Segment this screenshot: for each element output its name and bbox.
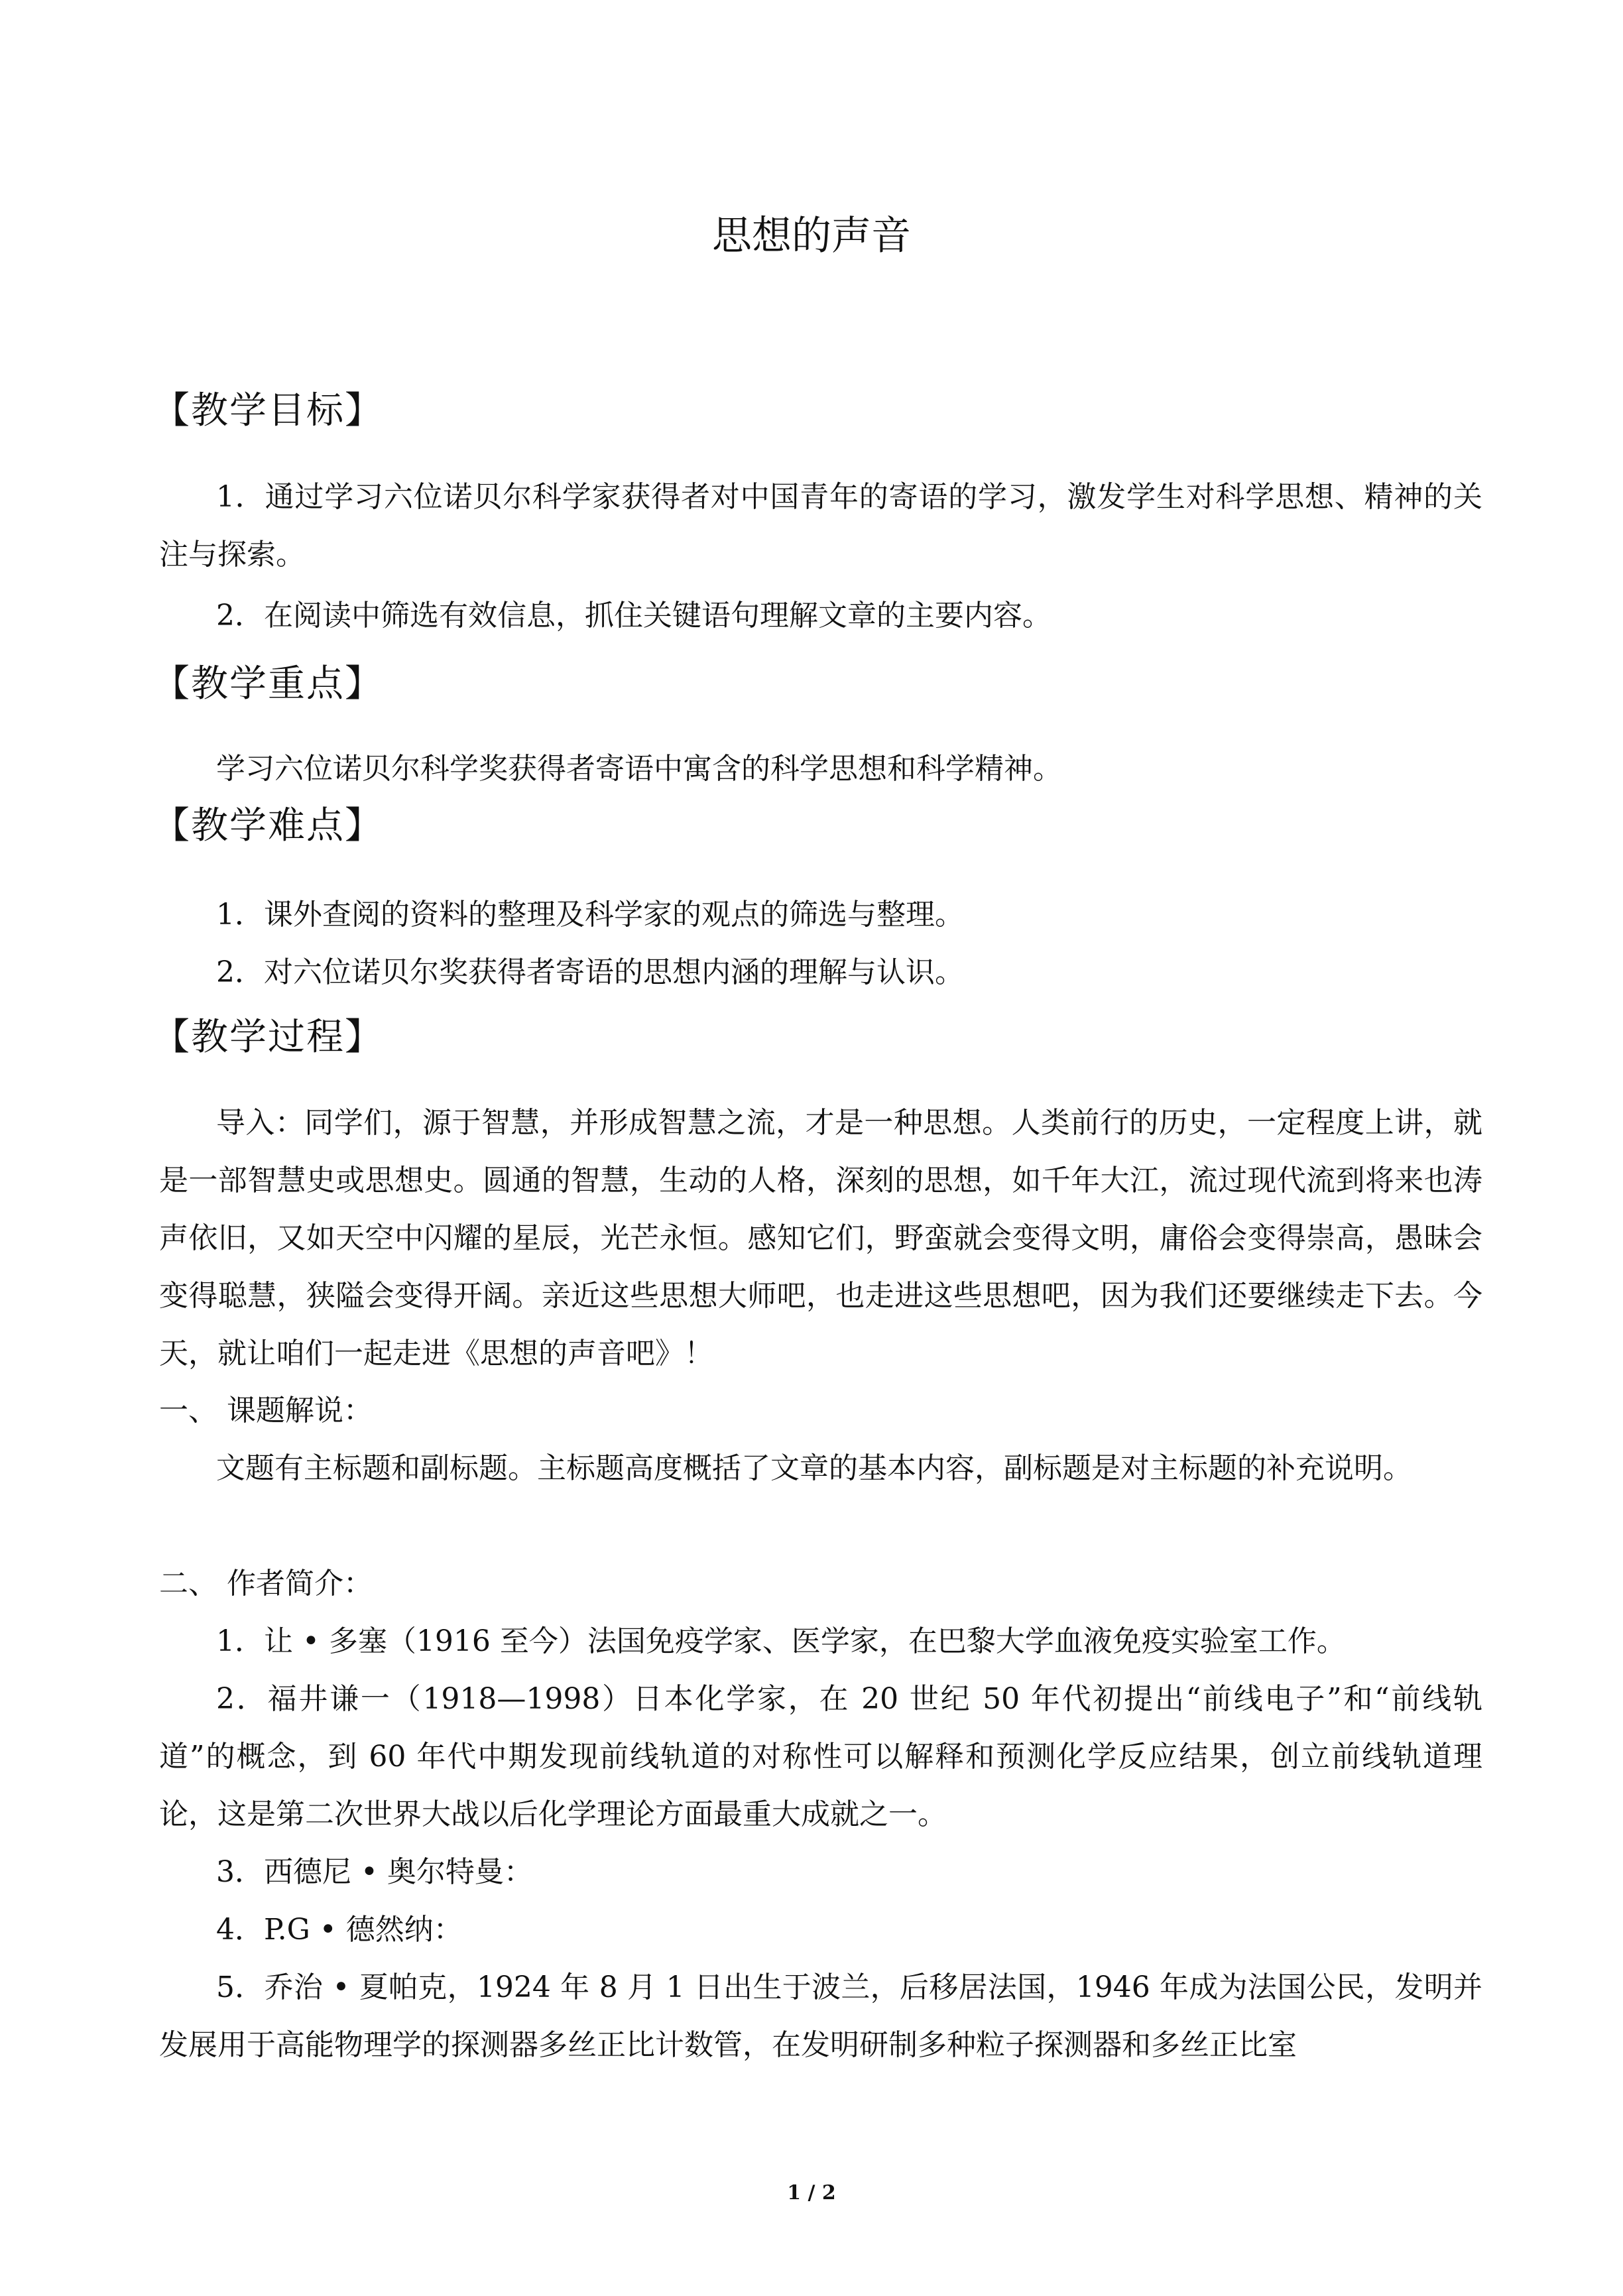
focus-text: 学习六位诺贝尔科学奖获得者寄语中寓含的科学思想和科学精神。 bbox=[216, 752, 1062, 786]
heading-teaching-focus: 【教学重点】 bbox=[152, 662, 383, 705]
author-item-2: 2．福井谦一（1918—1998）日本化学家，在 20 世纪 50 年代初提出“前线电子”和“前线轨道”的概念，到 60 年代中期发现前线轨道的对称性可以解释和预测化学反应结果，创立前线轨道理论，这是第二次世界大战以后化学理论方面最重大成就之一。 bbox=[159, 1682, 1482, 1831]
heading-teaching-process: 【教学过程】 bbox=[152, 1016, 383, 1059]
goal-item-1: 1．通过学习六位诺贝尔科学家获得者对中国青年的寄语的学习，激发学生对科学思想、精神的关注与探索。 bbox=[159, 480, 1482, 572]
page-number: 1 / 2 bbox=[787, 2181, 836, 2205]
goal-item-2: 2．在阅读中筛选有效信息，抓住关键语句理解文章的主要内容。 bbox=[216, 599, 1052, 633]
intro-paragraph: 导入：同学们，源于智慧，并形成智慧之流，才是一种思想。人类前行的历史，一定程度上讲，就是一部智慧史或思想史。圆通的智慧，生动的人格，深刻的思想，如千年大江，流过现代流到将来也涛声依旧，又如天空中闪耀的星辰，光芒永恒。感知它们，野蛮就会变得文明，庸俗会变得崇高，愚昧会变得聪慧，狭隘会变得开阔。亲近这些思想大师吧，也走进这些思想吧，因为我们还要继续走下去。今天，就让咱们一起走进《思想的声音吧》！ bbox=[159, 1106, 1482, 1370]
difficulty-item-1: 1．课外查阅的资料的整理及科学家的观点的筛选与整理。 bbox=[216, 898, 964, 932]
author-item-1: 1．让 • 多塞（1916 至今）法国免疫学家、医学家，在巴黎大学血液免疫实验室工作。 bbox=[216, 1624, 1346, 1658]
part1-text: 文题有主标题和副标题。主标题高度概括了文章的基本内容，副标题是对主标题的补充说明。 bbox=[216, 1451, 1412, 1485]
heading-teaching-difficulty: 【教学难点】 bbox=[152, 804, 383, 847]
author-item-4: 4．P.G • 德然纳： bbox=[216, 1913, 463, 1947]
document-title: 思想的声音 bbox=[712, 213, 911, 259]
author-item-5: 5．乔治 • 夏帕克，1924 年 8 月 1 日出生于波兰，后移居法国，1946 年成为法国公民，发明并发展用于高能物理学的探测器多丝正比计数管，在发明研制多种粒子探测器和多丝正比室 bbox=[159, 1970, 1482, 2062]
author-item-3: 3．西德尼 • 奥尔特曼： bbox=[216, 1855, 533, 1889]
part1-heading: 一、 课题解说： bbox=[159, 1394, 373, 1427]
heading-teaching-goals: 【教学目标】 bbox=[152, 389, 383, 432]
part2-heading: 二、 作者简介： bbox=[159, 1567, 373, 1601]
difficulty-item-2: 2．对六位诺贝尔奖获得者寄语的思想内涵的理解与认识。 bbox=[216, 955, 964, 989]
